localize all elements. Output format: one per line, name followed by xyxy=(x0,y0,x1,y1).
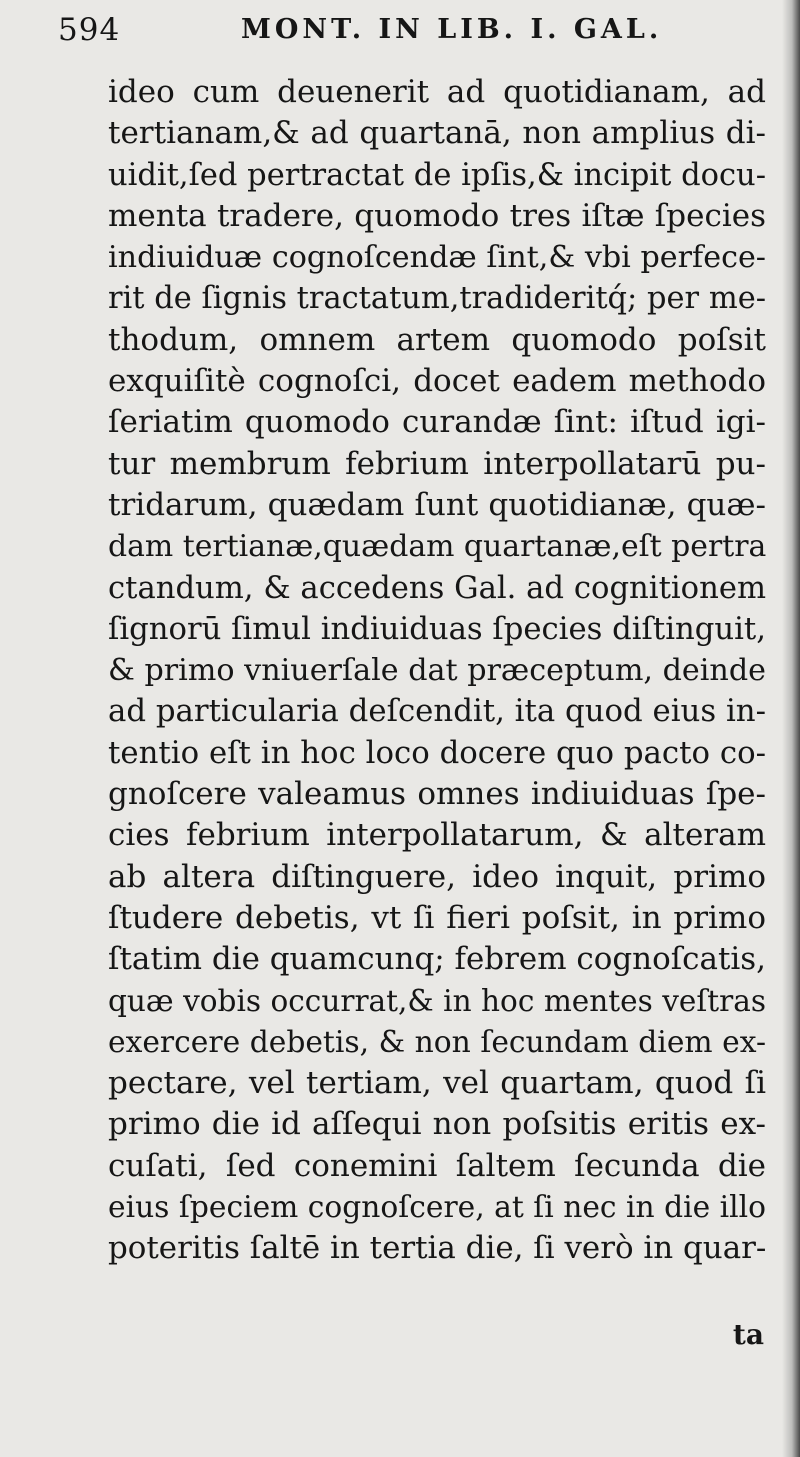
text-line: ſeriatim quomodo curandæ ſint: iſtud igi- xyxy=(108,404,766,441)
text-line: menta tradere, quomodo tres iſtæ ſpecies xyxy=(108,197,766,234)
catchword: ta xyxy=(732,1318,764,1351)
body-text xyxy=(108,72,766,1270)
text-line: quæ vobis occurrat,& in hoc mentes veſtras xyxy=(108,983,766,1018)
text-line: & primo vniuerſale dat præceptum, deinde xyxy=(108,653,766,689)
text-line: primo die id aſſequi non poſsitis eritis ex- xyxy=(108,1106,766,1143)
text-line: ab altera diſtinguere, ideo inquit, primo xyxy=(108,858,766,895)
page-number: 594 xyxy=(58,12,121,48)
text-line: cuſati, ſed conemini ſaltem ſecunda die xyxy=(108,1147,766,1184)
page-edge-shadow xyxy=(782,0,800,1457)
text-line: ſtatim die quamcunq; febrem cognoſcatis, xyxy=(108,941,766,978)
text-line: tentio eſt in hoc loco docere quo pacto co- xyxy=(108,734,766,771)
text-line: tur membrum febrium interpollatarū pu- xyxy=(108,445,766,482)
text-line: pectare, vel tertiam, vel quartam, quod ſi xyxy=(108,1065,766,1102)
running-head xyxy=(58,12,698,54)
text-line: tertianam,& ad quartanā, non amplius di- xyxy=(108,115,766,152)
text-line: eius ſpeciem cognoſcere, at ſi nec in die illo xyxy=(108,1190,766,1226)
text-line: ad particularia deſcendit, ita quod eius in- xyxy=(108,693,766,730)
text-line: thodum, omnem artem quomodo poſsit xyxy=(108,321,766,358)
text-line: ſignorū ſimul indiuiduas ſpecies diſtinguit, xyxy=(108,611,766,647)
text-line: rit de ſignis tractatum,tradideritq́; per me- xyxy=(108,281,766,317)
text-line: cies febrium interpollatarum, & alteram xyxy=(108,817,766,854)
text-line: gnoſcere valeamus omnes indiuiduas ſpe- xyxy=(108,776,766,813)
text-line: indiuiduæ cognoſcendæ ſint,& vbi perfece- xyxy=(108,240,766,276)
text-line: ctandum, & accedens Gal. ad cognitionem xyxy=(108,570,766,606)
text-line: ideo cum deuenerit ad quotidianam, ad xyxy=(108,74,766,110)
text-line: tridarum, quædam ſunt quotidianæ, quæ- xyxy=(108,486,766,523)
text-line: dam tertianæ,quædam quartanæ,eſt pertra xyxy=(108,529,767,565)
text-line: poteritis ſaltē in tertia die, ſi verò in quar- xyxy=(108,1230,767,1267)
text-line: exquiſitè cognoſci, docet eadem methodo xyxy=(108,363,766,400)
text-line: uidit,ſed pertractat de ipſis,& incipit docu- xyxy=(108,157,766,193)
text-line: exercere debetis, & non ſecundam diem ex- xyxy=(108,1024,766,1060)
text-line: ſtudere debetis, vt ſi fieri poſsit, in primo xyxy=(108,899,766,936)
running-head-title: MONT. IN LIB. I. GAL. xyxy=(241,14,663,45)
